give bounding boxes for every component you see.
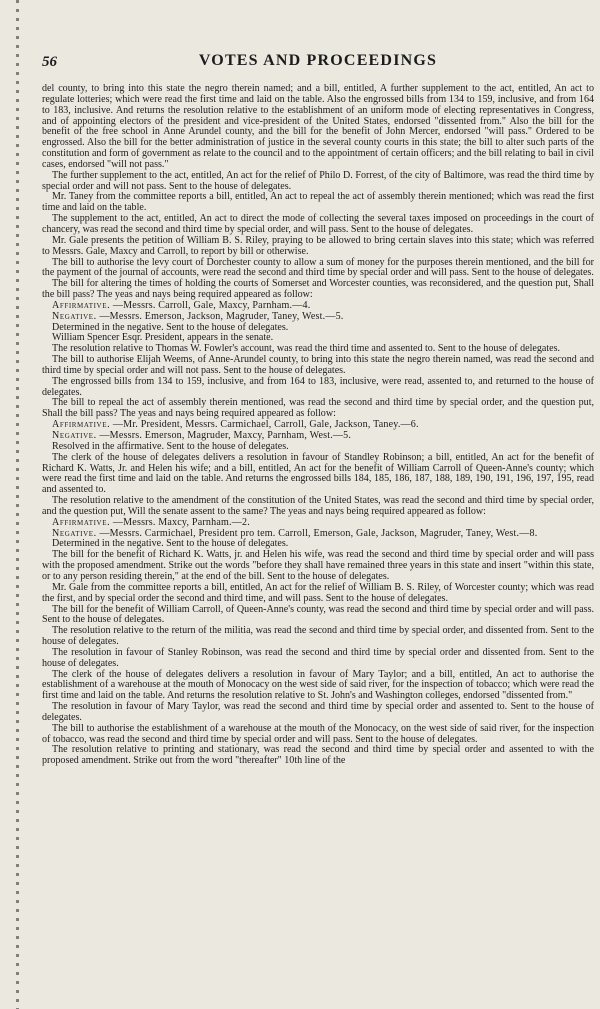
paragraph: Mr. Gale from the committee reports a bill, entitled, An act for the relief of William B. S. Riley, of Worcester county; which was read the first, and by special order the second and third time, and will pass. Sent to the house of delegates. bbox=[42, 581, 594, 604]
vote-negative bbox=[42, 312, 594, 323]
vote-names: —Messrs. Carroll, Gale, Maxcy, Parnham.—4. bbox=[112, 299, 311, 311]
page-header bbox=[42, 52, 594, 74]
paragraph: The bill for the benefit of William Carroll, of Queen-Anne's county, was read the second and third time by special order and will pass. Sent to the house of delegates. bbox=[42, 603, 594, 626]
paragraph: del county, to bring into this state the negro therein named; and a bill, entitled, A further supplement to the act, entitled, An act to regulate lotteries; which were read the first time and laid on the table. Also the engrossed bills from 134 to 159, inclusive, and from 164 to 183, inclusive. And returns the resolution relative to the establishment of an uniform mode of electing representatives in Congress, and of appointing electors of the president and vice-president of the United States, endorsed "dissented from." Also the bill for the benefit of the free school in Anne Arundel county, and the bill for the benefit of John Mercer, endorsed "will pass." Ordered to be engrossed. Also the bill for the better administration of justice in the several county courts in this state; the bill to alter such parts of the constitution and form of government as relate to the council and to the appointment of certain officers; and the bill relating to bail in civil cases, endorsed "will not pass." bbox=[42, 83, 594, 170]
paragraph: The bill to authorise the establishment of a warehouse at the mouth of the Monocacy, on the west side of said river, for the inspection of tobacco, was read the second and third time by special order and will pass. Sent to the house of delegates. bbox=[42, 722, 594, 745]
paragraph: The bill to authorise the levy court of Dorchester county to allow a sum of money for the purposes therein mentioned, and the bill for the payment of the journal of accounts, were read the second and third time by special order and will pass. Sent to the house of delegates. bbox=[42, 256, 594, 279]
vote-names: —Messrs. Emerson, Magruder, Maxcy, Parnham, West.—5. bbox=[99, 430, 352, 441]
vote-label: Affirmative. bbox=[52, 299, 111, 311]
vote-names: —Messrs. Carmichael, President pro tem. Carroll, Emerson, Gale, Jackson, Magruder, Taney, West.—8. bbox=[99, 527, 538, 539]
paragraph: Determined in the negative. Sent to the house of delegates. bbox=[52, 538, 289, 550]
vote-label: Negative. bbox=[52, 430, 97, 441]
paragraph: The supplement to the act, entitled, An act to direct the mode of collecting the several taxes imposed on proceedings in the court of chancery, was read the second and third time by special order, and will pass. Sent to the house of delegates. bbox=[42, 213, 594, 235]
paragraph: The resolution relative to the return of the militia, was read the second and third time by special order, and dissented from. Sent to the house of delegates. bbox=[42, 625, 594, 648]
vote-label: Affirmative. bbox=[52, 516, 111, 528]
vote-label: Affirmative. bbox=[52, 419, 111, 431]
paragraph: The clerk of the house of delegates delivers a resolution in favour of Standley Robinson; a bill, entitled, An act for the benefit of Richard K. Watts, Jr. and Helen his wife; and a bill, entitled, An act for the benefit of William Carroll of Queen-Anne's county; which were read the first time and laid on the table. And returns the engrossed bills 184, 185, 186, 187, 188, 189, 190, 191, 196, 197, 195, read and assented to. bbox=[42, 451, 594, 496]
paragraph: The bill to authorise Elijah Weems, of Anne-Arundel county, to bring into this state the negro therein named, was read the second and third time by special order and will not pass. Sent to the house of delegates. bbox=[42, 354, 594, 376]
paragraph: The bill to repeal the act of assembly therein mentioned, was read the second and third time by special order, and the question put, Shall the bill pass? The yeas and nays being required appeared as follow: bbox=[42, 397, 594, 420]
paragraph: The further supplement to the act, entitled, An act for the relief of Philo D. Forrest, of the city of Baltimore, was read the third time by special order and will not pass. Sent to the house of delegates. bbox=[42, 169, 594, 192]
paragraph: William Spencer Esqr. President, appears in the senate. bbox=[52, 332, 274, 344]
running-title: VOTES AND PROCEEDINGS bbox=[198, 52, 438, 69]
paragraph: The bill for the benefit of Richard K. Watts, jr. and Helen his wife, was read the second and third time by special order and will pass with the proposed amendment. Strike out the words "before they shall have remained three years in this state and insert "within this state, or to any person residing therein," at the end of the bill. Sent to the house of delegates. bbox=[42, 549, 594, 582]
paragraph: The resolution relative to printing and stationary, was read the second and third time by special order and assented to with the proposed amendment. Strike out from the word "thereafter" 10th line of the bbox=[42, 744, 594, 767]
vote-label: Negative. bbox=[52, 310, 97, 322]
paragraph: The resolution relative to the amendment of the constitution of the United States, was read the second and third time by special order, and the question put, Will the senate assent to the same? The yeas and nays being required appeared as follow: bbox=[42, 495, 594, 517]
binding-edge bbox=[16, 0, 19, 1009]
paragraph: Resolved in the affirmative. Sent to the house of delegates. bbox=[52, 440, 289, 452]
vote-label: Negative. bbox=[52, 527, 97, 539]
paragraph: The resolution in favour of Mary Taylor, was read the second and third time by special order and assented to. Sent to the house of delegates. bbox=[42, 701, 594, 723]
vote-names: —Messrs. Emerson, Jackson, Magruder, Taney, West.—5. bbox=[99, 310, 344, 322]
paragraph: The resolution in favour of Stanley Robinson, was read the second and third time by special order and dissented from. Sent to the house of delegates. bbox=[42, 646, 594, 669]
paragraph: Mr. Taney from the committee reports a bill, entitled, An act to repeal the act of assembly therein mentioned; which was read the first time and laid on the table. bbox=[42, 191, 594, 214]
paragraph: The engrossed bills from 134 to 159, inclusive, and from 164 to 183, inclusive, were read, assented to, and returned to the house of delegates. bbox=[42, 375, 594, 398]
vote-names: —Mr. President, Messrs. Carmichael, Carroll, Gale, Jackson, Taney.—6. bbox=[112, 419, 419, 431]
page-number: 56 bbox=[42, 54, 57, 70]
vote-names: —Messrs. Maxcy, Parnham.—2. bbox=[112, 516, 250, 528]
paragraph: Mr. Gale presents the petition of William B. S. Riley, praying to be allowed to bring certain slaves into this state; which was referred to Messrs. Gale, Maxcy and Carroll, to report by bill or otherwise. bbox=[42, 234, 594, 257]
paragraph: The bill for altering the times of holding the courts of Somerset and Worcester counties, was reconsidered, and the question put, Shall the bill pass? The yeas and nays being required appeared as follow: bbox=[42, 278, 594, 301]
paragraph: Determined in the negative. Sent to the house of delegates. bbox=[52, 321, 289, 333]
paragraph: The clerk of the house of delegates delivers a resolution in favour of Mary Taylor; and a bill, entitled, An act to authorise the establishment of a warehouse at the mouth of Monocacy on the west side of said river, for the inspection of tobacco; which were read the first time and laid on the table. And returns the resolution relative to St. John's and Washington colleges, endorsed "dissented from." bbox=[42, 668, 594, 702]
paragraph: The resolution relative to Thomas W. Fowler's account, was read the third time and assented to. Sent to the house of delegates. bbox=[52, 343, 561, 355]
proceedings-text bbox=[42, 84, 594, 767]
